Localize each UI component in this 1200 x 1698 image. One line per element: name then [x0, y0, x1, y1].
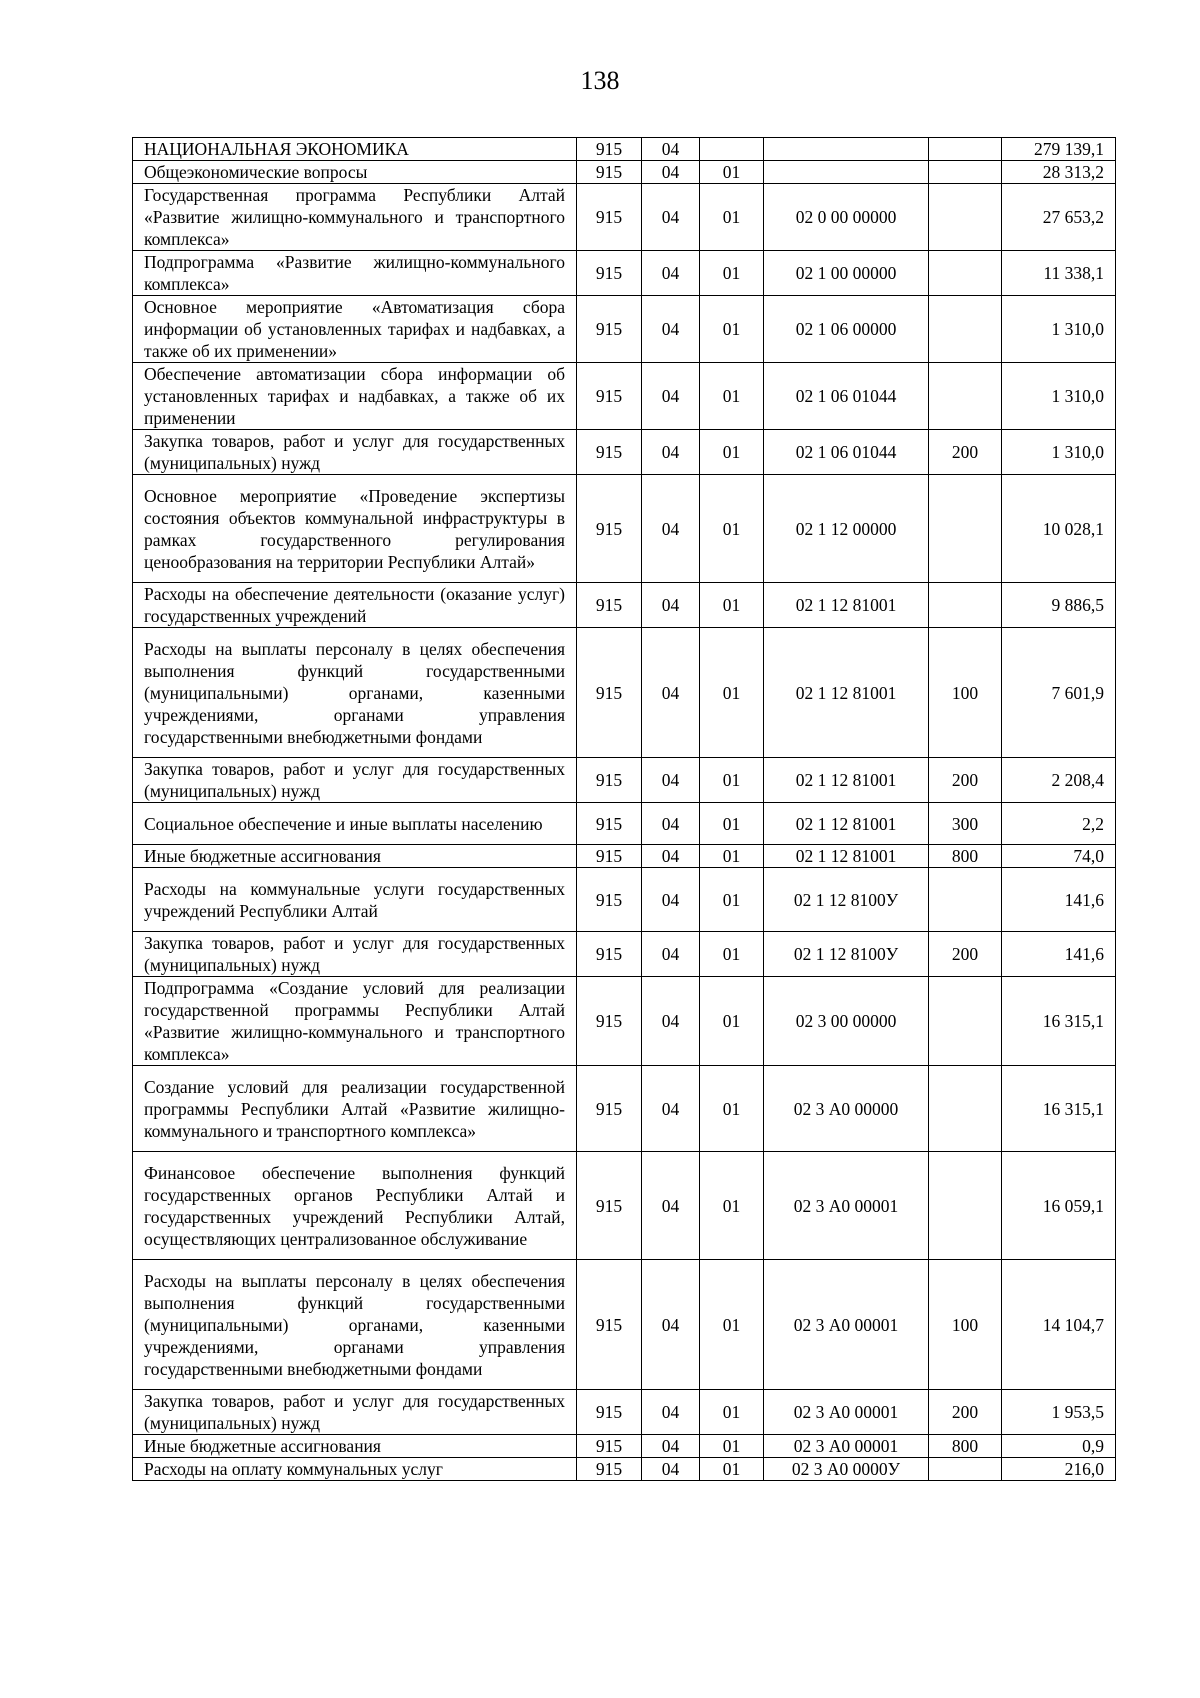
table-row: [133, 184, 1116, 251]
table-row: [133, 868, 1116, 932]
row-sum-cell: 279 139,1: [1002, 138, 1116, 161]
row-name-cell: Закупка товаров, работ и услуг для государственных (муниципальных) нужд: [133, 758, 577, 803]
row-rz-cell: 04: [642, 803, 700, 845]
row-rz-cell: 04: [642, 1390, 700, 1435]
row-sum-cell: 27 653,2: [1002, 184, 1116, 251]
table-row: [133, 430, 1116, 475]
row-vr-cell: 200: [929, 1390, 1002, 1435]
table-row: [133, 583, 1116, 628]
row-rz-cell: 04: [642, 475, 700, 583]
row-ved-cell: 915: [577, 363, 642, 430]
row-csr-cell: 02 1 06 00000: [764, 296, 929, 363]
row-sum-cell: 1 310,0: [1002, 363, 1116, 430]
table-row: [133, 628, 1116, 758]
row-pr-cell: 01: [700, 1435, 764, 1458]
row-rz-cell: 04: [642, 583, 700, 628]
table-row: [133, 138, 1116, 161]
row-sum-cell: 1 310,0: [1002, 430, 1116, 475]
row-csr-cell: 02 3 А0 00001: [764, 1390, 929, 1435]
row-csr-cell: 02 3 А0 00001: [764, 1435, 929, 1458]
row-ved-cell: 915: [577, 1152, 642, 1260]
table-row: [133, 296, 1116, 363]
table-row: [133, 977, 1116, 1066]
row-name-cell: Социальное обеспечение и иные выплаты населению: [133, 803, 577, 845]
row-csr-cell: 02 3 00 00000: [764, 977, 929, 1066]
row-rz-cell: 04: [642, 845, 700, 868]
row-rz-cell: 04: [642, 184, 700, 251]
row-name-cell: Государственная программа Республики Алтай «Развитие жилищно-коммунального и транспортного комплекса»: [133, 184, 577, 251]
row-pr-cell: [700, 138, 764, 161]
row-ved-cell: 915: [577, 868, 642, 932]
row-csr-cell: 02 0 00 00000: [764, 184, 929, 251]
row-ved-cell: 915: [577, 845, 642, 868]
row-sum-cell: 28 313,2: [1002, 161, 1116, 184]
row-csr-cell: 02 1 12 00000: [764, 475, 929, 583]
row-rz-cell: 04: [642, 868, 700, 932]
table-row: [133, 161, 1116, 184]
row-vr-cell: [929, 583, 1002, 628]
row-name-cell: Иные бюджетные ассигнования: [133, 1435, 577, 1458]
row-vr-cell: [929, 1152, 1002, 1260]
row-vr-cell: [929, 184, 1002, 251]
row-name-cell: Финансовое обеспечение выполнения функций государственных органов Республики Алтай и государственных учреждений Республики Алтай, осуществляющих централизованное обслуживание: [133, 1152, 577, 1260]
row-rz-cell: 04: [642, 977, 700, 1066]
row-rz-cell: 04: [642, 932, 700, 977]
row-pr-cell: 01: [700, 803, 764, 845]
row-sum-cell: 7 601,9: [1002, 628, 1116, 758]
row-csr-cell: 02 1 12 81001: [764, 803, 929, 845]
row-ved-cell: 915: [577, 583, 642, 628]
row-name-cell: Расходы на выплаты персоналу в целях обеспечения выполнения функций государственными (муниципальными) органами, казенными учреждениями, органами управления государственными внебюджетными фондами: [133, 1260, 577, 1390]
table-row: [133, 758, 1116, 803]
table-body: [133, 138, 1116, 1481]
table-row: [133, 932, 1116, 977]
row-vr-cell: 100: [929, 1260, 1002, 1390]
row-pr-cell: 01: [700, 184, 764, 251]
table-row: [133, 251, 1116, 296]
row-ved-cell: 915: [577, 932, 642, 977]
row-rz-cell: 04: [642, 1458, 700, 1481]
row-rz-cell: 04: [642, 161, 700, 184]
row-csr-cell: 02 1 12 81001: [764, 845, 929, 868]
row-sum-cell: 16 315,1: [1002, 1066, 1116, 1152]
row-csr-cell: 02 1 12 8100У: [764, 932, 929, 977]
row-pr-cell: 01: [700, 583, 764, 628]
row-csr-cell: 02 3 А0 0000У: [764, 1458, 929, 1481]
row-sum-cell: 16 315,1: [1002, 977, 1116, 1066]
row-vr-cell: 800: [929, 845, 1002, 868]
row-name-cell: Расходы на коммунальные услуги государственных учреждений Республики Алтай: [133, 868, 577, 932]
row-name-cell: Основное мероприятие «Автоматизация сбора информации об установленных тарифах и надбавках, а также об их применении»: [133, 296, 577, 363]
row-rz-cell: 04: [642, 1260, 700, 1390]
row-name-cell: Закупка товаров, работ и услуг для государственных (муниципальных) нужд: [133, 932, 577, 977]
row-csr-cell: 02 1 06 01044: [764, 430, 929, 475]
row-ved-cell: 915: [577, 803, 642, 845]
row-sum-cell: 16 059,1: [1002, 1152, 1116, 1260]
row-vr-cell: [929, 161, 1002, 184]
row-sum-cell: 10 028,1: [1002, 475, 1116, 583]
row-csr-cell: 02 1 12 81001: [764, 628, 929, 758]
table-row: [133, 1435, 1116, 1458]
row-ved-cell: 915: [577, 296, 642, 363]
row-name-cell: Создание условий для реализации государственной программы Республики Алтай «Развитие жилищно-коммунального и транспортного комплекса»: [133, 1066, 577, 1152]
row-vr-cell: [929, 251, 1002, 296]
row-vr-cell: [929, 475, 1002, 583]
row-rz-cell: 04: [642, 138, 700, 161]
row-name-cell: Общеэкономические вопросы: [133, 161, 577, 184]
row-ved-cell: 915: [577, 628, 642, 758]
row-rz-cell: 04: [642, 363, 700, 430]
row-rz-cell: 04: [642, 251, 700, 296]
row-pr-cell: 01: [700, 628, 764, 758]
row-name-cell: Иные бюджетные ассигнования: [133, 845, 577, 868]
row-csr-cell: 02 1 12 8100У: [764, 868, 929, 932]
row-sum-cell: 1 953,5: [1002, 1390, 1116, 1435]
row-ved-cell: 915: [577, 251, 642, 296]
budget-table: [132, 137, 1116, 1481]
row-csr-cell: 02 1 06 01044: [764, 363, 929, 430]
row-ved-cell: 915: [577, 430, 642, 475]
row-vr-cell: [929, 1458, 1002, 1481]
row-rz-cell: 04: [642, 1066, 700, 1152]
row-pr-cell: 01: [700, 1458, 764, 1481]
row-rz-cell: 04: [642, 1435, 700, 1458]
row-pr-cell: 01: [700, 1152, 764, 1260]
row-sum-cell: 2,2: [1002, 803, 1116, 845]
row-rz-cell: 04: [642, 628, 700, 758]
row-sum-cell: 2 208,4: [1002, 758, 1116, 803]
row-sum-cell: 11 338,1: [1002, 251, 1116, 296]
row-vr-cell: [929, 363, 1002, 430]
row-name-cell: Основное мероприятие «Проведение экспертизы состояния объектов коммунальной инфраструктуры в рамках государственного регулирования ценообразования на территории Республики Алтай»: [133, 475, 577, 583]
row-csr-cell: 02 1 00 00000: [764, 251, 929, 296]
row-ved-cell: 915: [577, 475, 642, 583]
row-pr-cell: 01: [700, 932, 764, 977]
row-rz-cell: 04: [642, 430, 700, 475]
row-name-cell: Расходы на оплату коммунальных услуг: [133, 1458, 577, 1481]
row-vr-cell: [929, 1066, 1002, 1152]
row-csr-cell: 02 3 А0 00000: [764, 1066, 929, 1152]
row-ved-cell: 915: [577, 138, 642, 161]
row-sum-cell: 74,0: [1002, 845, 1116, 868]
row-vr-cell: [929, 977, 1002, 1066]
row-name-cell: Расходы на обеспечение деятельности (оказание услуг) государственных учреждений: [133, 583, 577, 628]
row-sum-cell: 14 104,7: [1002, 1260, 1116, 1390]
row-sum-cell: 1 310,0: [1002, 296, 1116, 363]
row-rz-cell: 04: [642, 1152, 700, 1260]
row-name-cell: Расходы на выплаты персоналу в целях обеспечения выполнения функций государственными (муниципальными) органами, казенными учреждениями, органами управления государственными внебюджетными фондами: [133, 628, 577, 758]
row-ved-cell: 915: [577, 184, 642, 251]
row-ved-cell: 915: [577, 977, 642, 1066]
row-pr-cell: 01: [700, 1260, 764, 1390]
row-name-cell: Подпрограмма «Развитие жилищно-коммунального комплекса»: [133, 251, 577, 296]
row-pr-cell: 01: [700, 475, 764, 583]
table-row: [133, 803, 1116, 845]
row-vr-cell: 200: [929, 758, 1002, 803]
row-name-cell: НАЦИОНАЛЬНАЯ ЭКОНОМИКА: [133, 138, 577, 161]
row-rz-cell: 04: [642, 758, 700, 803]
row-pr-cell: 01: [700, 1066, 764, 1152]
row-vr-cell: 300: [929, 803, 1002, 845]
table-row: [133, 1390, 1116, 1435]
row-vr-cell: [929, 296, 1002, 363]
table-row: [133, 845, 1116, 868]
row-csr-cell: 02 1 12 81001: [764, 583, 929, 628]
row-vr-cell: [929, 868, 1002, 932]
row-rz-cell: 04: [642, 296, 700, 363]
row-vr-cell: 800: [929, 1435, 1002, 1458]
row-sum-cell: 9 886,5: [1002, 583, 1116, 628]
row-ved-cell: 915: [577, 758, 642, 803]
row-name-cell: Закупка товаров, работ и услуг для государственных (муниципальных) нужд: [133, 1390, 577, 1435]
row-csr-cell: [764, 161, 929, 184]
row-pr-cell: 01: [700, 758, 764, 803]
row-ved-cell: 915: [577, 1390, 642, 1435]
table-row: [133, 1260, 1116, 1390]
row-sum-cell: 0,9: [1002, 1435, 1116, 1458]
row-vr-cell: [929, 138, 1002, 161]
row-vr-cell: 200: [929, 932, 1002, 977]
row-ved-cell: 915: [577, 1458, 642, 1481]
row-pr-cell: 01: [700, 430, 764, 475]
row-name-cell: Закупка товаров, работ и услуг для государственных (муниципальных) нужд: [133, 430, 577, 475]
row-pr-cell: 01: [700, 868, 764, 932]
row-sum-cell: 141,6: [1002, 868, 1116, 932]
table-row: [133, 475, 1116, 583]
row-csr-cell: 02 3 А0 00001: [764, 1260, 929, 1390]
row-pr-cell: 01: [700, 363, 764, 430]
row-vr-cell: 200: [929, 430, 1002, 475]
row-sum-cell: 216,0: [1002, 1458, 1116, 1481]
table-row: [133, 1066, 1116, 1152]
row-ved-cell: 915: [577, 1435, 642, 1458]
row-ved-cell: 915: [577, 161, 642, 184]
row-vr-cell: 100: [929, 628, 1002, 758]
row-name-cell: Подпрограмма «Создание условий для реализации государственной программы Республики Алтай «Развитие жилищно-коммунального и транспортного комплекса»: [133, 977, 577, 1066]
row-ved-cell: 915: [577, 1066, 642, 1152]
row-csr-cell: [764, 138, 929, 161]
row-pr-cell: 01: [700, 1390, 764, 1435]
page-number: 138: [580, 66, 620, 95]
row-ved-cell: 915: [577, 1260, 642, 1390]
row-sum-cell: 141,6: [1002, 932, 1116, 977]
table-row: [133, 363, 1116, 430]
row-name-cell: Обеспечение автоматизации сбора информации об установленных тарифах и надбавках, а также об их применении: [133, 363, 577, 430]
row-pr-cell: 01: [700, 296, 764, 363]
row-csr-cell: 02 1 12 81001: [764, 758, 929, 803]
row-pr-cell: 01: [700, 845, 764, 868]
row-pr-cell: 01: [700, 251, 764, 296]
row-pr-cell: 01: [700, 161, 764, 184]
row-pr-cell: 01: [700, 977, 764, 1066]
row-csr-cell: 02 3 А0 00001: [764, 1152, 929, 1260]
table-row: [133, 1152, 1116, 1260]
table-row: [133, 1458, 1116, 1481]
